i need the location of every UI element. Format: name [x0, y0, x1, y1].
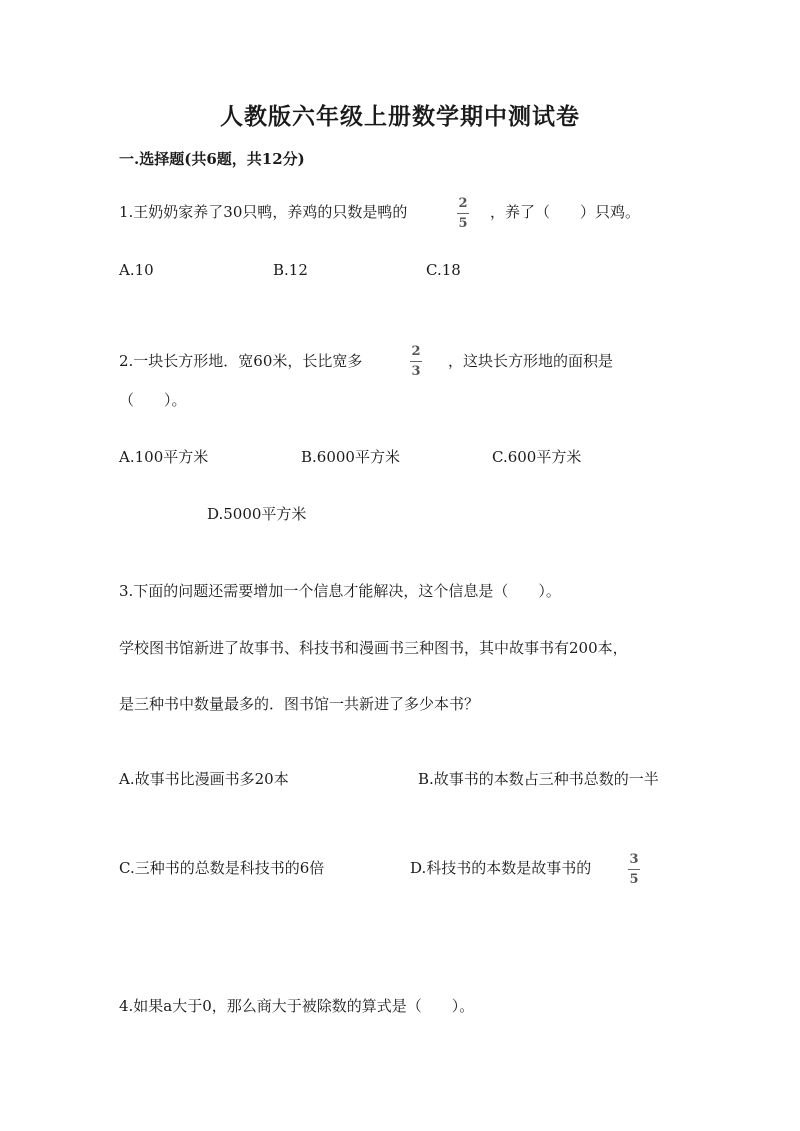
page-title: 人教版六年级上册数学期中测试卷: [220, 103, 580, 130]
option-d[interactable]: D.科技书的本数是故事书的: [410, 859, 592, 877]
option-d[interactable]: D.5000平方米: [207, 505, 307, 523]
fraction-bar: [410, 361, 422, 362]
option-c[interactable]: C.600平方米: [492, 448, 582, 466]
option-a[interactable]: A.故事书比漫画书多20本: [119, 770, 289, 788]
fraction-denominator: 5: [629, 872, 639, 887]
fraction-denominator: 3: [411, 364, 421, 379]
option-d-fraction: [628, 853, 640, 886]
question-2-stem: 2.一块长方形地．宽60米，长比宽多: [119, 352, 363, 370]
fraction-numerator: 2: [458, 196, 468, 211]
option-b[interactable]: B.6000平方米: [301, 448, 400, 466]
fraction-numerator: 3: [629, 852, 639, 867]
question-3-stem: 3.下面的问题还需要增加一个信息才能解决，这个信息是（ ）。: [119, 582, 561, 600]
fraction-numerator: 2: [411, 344, 421, 359]
option-a[interactable]: A.100平方米: [119, 448, 209, 466]
question-3-passage-line2: 是三种书中数量最多的．图书馆一共新进了多少本书？: [119, 695, 480, 713]
option-b[interactable]: B.12: [273, 261, 308, 279]
question-2-stem-end: ，这块长方形地的面积是: [448, 352, 614, 370]
option-c[interactable]: C.三种书的总数是科技书的6倍: [119, 859, 325, 877]
question-1-stem: 1.王奶奶家养了30只鸭，养鸡的只数是鸭的: [119, 203, 408, 221]
question-2-fraction: [410, 345, 422, 378]
option-a[interactable]: A.10: [119, 261, 154, 279]
question-1-fraction: [457, 197, 469, 230]
question-3-passage-line1: 学校图书馆新进了故事书、科技书和漫画书三种图书，其中故事书有200本，: [119, 639, 628, 657]
option-c[interactable]: C.18: [426, 261, 461, 279]
fraction-denominator: 5: [458, 216, 468, 231]
fraction-bar: [628, 869, 640, 870]
question-4-stem: 4.如果a大于0，那么商大于被除数的算式是（ ）。: [119, 997, 475, 1015]
option-b[interactable]: B.故事书的本数占三种书总数的一半: [418, 770, 659, 788]
fraction-bar: [457, 213, 469, 214]
section-heading: 一.选择题(共6题，共12分): [119, 150, 305, 168]
question-1-stem-end: ，养了（ ）只鸡。: [490, 203, 641, 221]
question-2-stem-line2: （ ）。: [119, 391, 187, 409]
